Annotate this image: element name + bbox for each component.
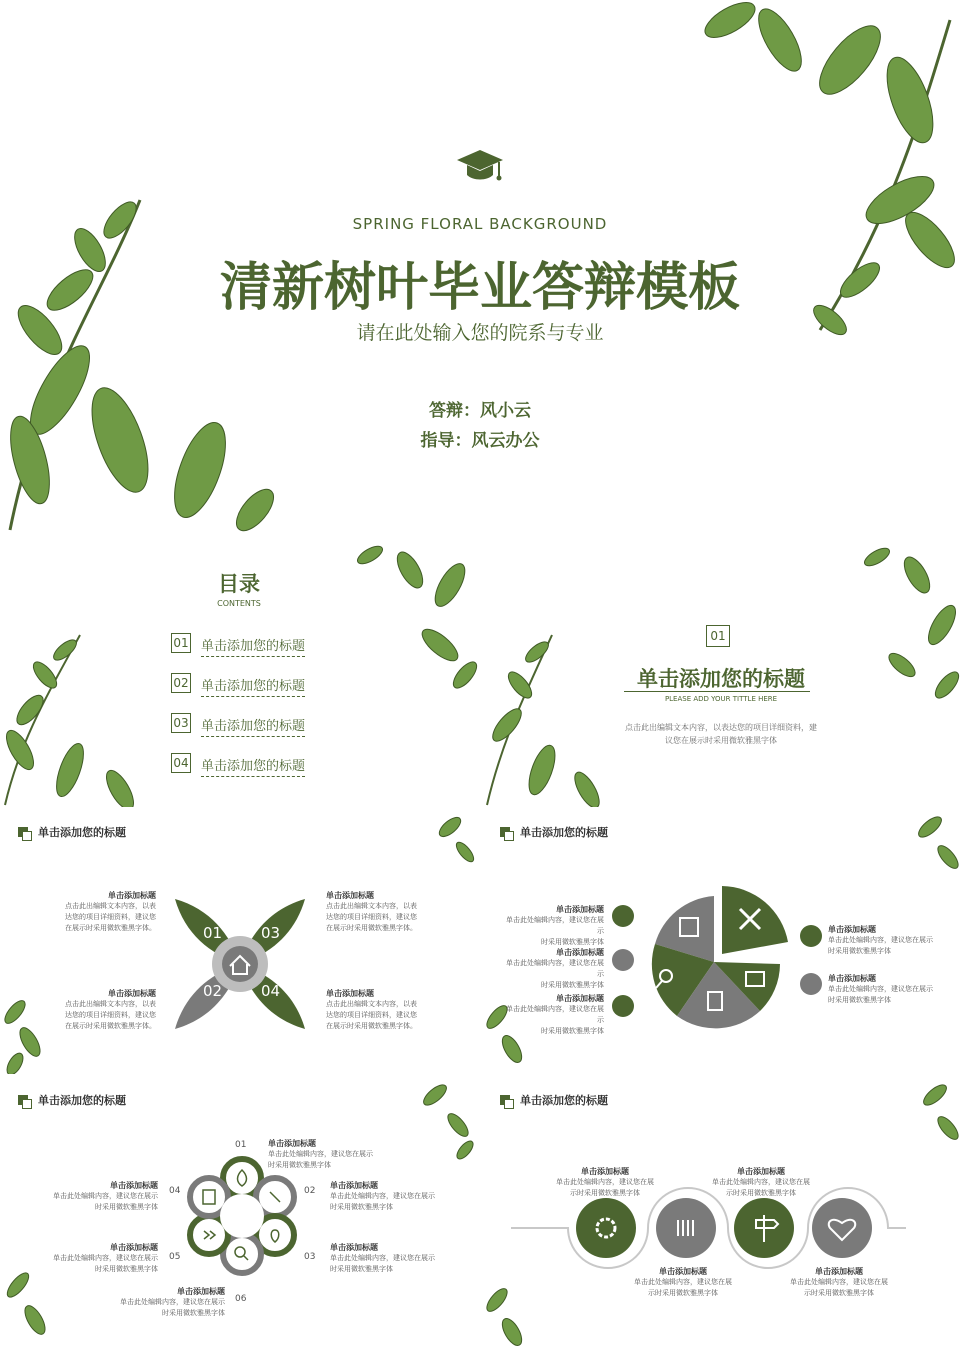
bullet-dot (612, 949, 634, 971)
text-block[interactable] (502, 947, 604, 991)
leaf-decoration-left (0, 180, 280, 540)
bullet-dot (612, 905, 634, 927)
step-number: 04 (169, 1186, 181, 1196)
toc-item-number: 04 (171, 753, 191, 773)
block-text: 时采用微软雅黑字体 (268, 1161, 331, 1169)
block-text: 单击此处编辑内容，建议您在展示 (828, 985, 933, 993)
text-block[interactable] (784, 1266, 894, 1299)
pie-diagram (642, 884, 792, 1034)
block-title: 单击添加标题 (110, 1243, 158, 1252)
text-block[interactable] (828, 924, 938, 957)
step-number: 01 (235, 1140, 247, 1150)
block-text: 时采用微软雅黑字体 (541, 1027, 604, 1035)
text-block[interactable] (268, 1138, 378, 1171)
text-block[interactable] (502, 993, 604, 1037)
block-text: 时采用微软雅黑字体 (541, 981, 604, 989)
text-block[interactable] (550, 1166, 660, 1199)
text-block[interactable] (115, 1286, 225, 1319)
toc-heading: 目录 (218, 572, 260, 596)
block-text: 时采用微软雅黑字体 (162, 1309, 225, 1317)
text-block[interactable] (326, 890, 442, 934)
pie-diagram-slide[interactable] (482, 812, 960, 1074)
block-title: 单击添加标题 (828, 925, 876, 934)
section-desc-line1: 点击此出编辑文本内容，以表达您的项目详细资料，建 (625, 723, 817, 732)
text-block[interactable] (40, 890, 156, 934)
flower-diagram (180, 1154, 304, 1278)
toc-item[interactable] (171, 673, 321, 695)
slide-title: 单击添加您的标题 (38, 826, 126, 839)
leaf-decoration-left (482, 630, 612, 807)
petal-diagram (170, 894, 310, 1034)
block-title: 单击添加标题 (815, 1267, 863, 1276)
toc-item-label: 单击添加您的标题 (201, 635, 305, 657)
toc-item-number: 02 (171, 673, 191, 693)
text-block[interactable] (48, 1242, 158, 1275)
block-title: 单击添加标题 (556, 905, 604, 914)
text-block[interactable] (502, 904, 604, 948)
text-block[interactable] (330, 1180, 440, 1213)
block-text: 点击此出编辑文本内容，以表 (326, 1000, 417, 1008)
block-text: 达您的项目详细资料，建议您 (65, 913, 156, 921)
block-text: 单击此处编辑内容，建议您在展示 (53, 1254, 158, 1262)
toc-item-number: 03 (171, 713, 191, 733)
toc-slide[interactable] (0, 545, 478, 807)
block-text: 单击此处编辑内容，建议您在展 (790, 1278, 888, 1286)
graduation-cap-icon (455, 148, 505, 184)
petal-diagram-slide[interactable] (0, 812, 478, 1074)
block-text: 时采用微软雅黑字体 (330, 1203, 393, 1211)
toc-item-label: 单击添加您的标题 (201, 675, 305, 697)
block-text: 单击此处编辑内容，建议您在展 (556, 1178, 654, 1186)
block-title: 单击添加标题 (330, 1181, 378, 1190)
step-number: 03 (304, 1252, 316, 1262)
petal-number: 04 (261, 982, 281, 1000)
step-number: 02 (304, 1186, 316, 1196)
presenter-name: 答辩：风小云 (429, 401, 531, 421)
slide-title: 单击添加您的标题 (520, 1094, 608, 1107)
cover-slide[interactable] (0, 0, 960, 540)
block-text: 时采用微软雅黑字体 (330, 1265, 393, 1273)
text-block[interactable] (330, 1242, 440, 1275)
bullet-dot (800, 973, 822, 995)
block-text: 示时采用微软雅黑字体 (804, 1289, 874, 1297)
block-text: 单击此处编辑内容，建议您在展 (634, 1278, 732, 1286)
toc-item[interactable] (171, 753, 321, 775)
block-title: 单击添加标题 (108, 891, 156, 900)
timeline-diagram-slide[interactable] (482, 1080, 960, 1352)
block-text: 单击此处编辑内容，建议您在展示 (828, 936, 933, 944)
leaf-decoration-right (420, 812, 478, 872)
flower-diagram-slide[interactable] (0, 1080, 478, 1352)
advisor-name: 指导：风云办公 (420, 431, 540, 451)
block-text: 时采用微软雅黑字体 (828, 996, 891, 1004)
block-title: 单击添加标题 (659, 1267, 707, 1276)
text-block[interactable] (628, 1266, 738, 1299)
section-desc-line2: 议您在展示时采用微软雅黑字体 (665, 736, 777, 745)
block-text: 单击此处编辑内容，建议您在展示 (330, 1254, 435, 1262)
leaf-decoration-right (910, 1080, 960, 1150)
leaf-decoration-right (410, 1080, 478, 1160)
petal-number: 03 (261, 924, 281, 942)
toc-item-label: 单击添加您的标题 (201, 755, 305, 777)
petal-number: 01 (203, 924, 223, 942)
block-text: 达您的项目详细资料，建议您 (326, 913, 417, 921)
block-text: 点击此出编辑文本内容，以表 (326, 902, 417, 910)
block-title: 单击添加标题 (737, 1167, 785, 1176)
section-title-en: PLEASE ADD YOUR TITTLE HERE (664, 695, 778, 703)
section-title: 单击添加您的标题 (637, 667, 805, 691)
block-text: 点击此出编辑文本内容，以表 (65, 902, 156, 910)
block-text: 单击此处编辑内容，建议您在展示 (330, 1192, 435, 1200)
text-block[interactable] (706, 1166, 816, 1199)
toc-heading-en: CONTENTS (217, 599, 261, 608)
block-text: 时采用微软雅黑字体 (95, 1203, 158, 1211)
leaf-decoration-left (482, 1280, 537, 1352)
block-text: 在展示时采用微软雅黑字体。 (65, 924, 156, 932)
block-title: 单击添加标题 (110, 1181, 158, 1190)
slide-title: 单击添加您的标题 (520, 826, 608, 839)
cover-subtitle-en: SPRING FLORAL BACKGROUND (352, 215, 608, 233)
block-title: 单击添加标题 (108, 989, 156, 998)
bullet-dot (800, 925, 822, 947)
cover-title: 清新树叶毕业答辩模板 (219, 258, 740, 318)
block-text: 单击此处编辑内容，建议您在展 (712, 1178, 810, 1186)
block-text: 示时采用微软雅黑字体 (648, 1289, 718, 1297)
step-number: 05 (169, 1252, 181, 1262)
block-text: 在展示时采用微软雅黑字体。 (326, 1022, 417, 1030)
block-text: 单击此处编辑内容，建议您在展示 (506, 916, 604, 935)
block-text: 单击此处编辑内容，建议您在展示 (506, 1005, 604, 1024)
block-title: 单击添加标题 (326, 891, 374, 900)
block-title: 单击添加标题 (177, 1287, 225, 1296)
toc-item-number: 01 (171, 633, 191, 653)
block-text: 在展示时采用微软雅黑字体。 (326, 924, 417, 932)
toc-item[interactable] (171, 713, 321, 735)
toc-item-label: 单击添加您的标题 (201, 715, 305, 737)
block-title: 单击添加标题 (556, 994, 604, 1003)
block-title: 单击添加标题 (330, 1243, 378, 1252)
section-slide[interactable] (482, 545, 960, 807)
leaf-decoration-left (0, 630, 150, 807)
block-title: 单击添加标题 (556, 948, 604, 957)
block-text: 达您的项目详细资料，建议您 (326, 1011, 417, 1019)
leaf-decoration-right (900, 812, 960, 882)
section-number: 01 (706, 625, 730, 647)
bullet-dot (612, 995, 634, 1017)
block-text: 时采用微软雅黑字体 (828, 947, 891, 955)
slide-title: 单击添加您的标题 (38, 1094, 126, 1107)
toc-item[interactable] (171, 633, 321, 655)
block-title: 单击添加标题 (581, 1167, 629, 1176)
petal-number: 02 (203, 982, 223, 1000)
block-title: 单击添加标题 (326, 989, 374, 998)
divider (624, 691, 810, 692)
block-text: 示时采用微软雅黑字体 (726, 1189, 796, 1197)
block-text: 示时采用微软雅黑字体 (570, 1189, 640, 1197)
block-text: 单击此处编辑内容，建议您在展示 (53, 1192, 158, 1200)
block-text: 单击此处编辑内容，建议您在展示 (120, 1298, 225, 1306)
block-text: 单击此处编辑内容，建议您在展示 (506, 959, 604, 978)
block-text: 达您的项目详细资料，建议您 (65, 1011, 156, 1019)
block-text: 点击此出编辑文本内容，以表 (65, 1000, 156, 1008)
block-title: 单击添加标题 (828, 974, 876, 983)
block-text: 在展示时采用微软雅黑字体。 (65, 1022, 156, 1030)
step-number: 06 (235, 1294, 247, 1304)
block-title: 单击添加标题 (268, 1139, 316, 1148)
text-block[interactable] (828, 973, 938, 1006)
text-block[interactable] (40, 988, 156, 1032)
text-block[interactable] (326, 988, 442, 1032)
text-block[interactable] (48, 1180, 158, 1213)
block-text: 单击此处编辑内容，建议您在展示 (268, 1150, 373, 1158)
cover-subtitle: 请在此处输入您的院系与专业 (356, 322, 604, 344)
block-text: 时采用微软雅黑字体 (541, 938, 604, 946)
block-text: 时采用微软雅黑字体 (95, 1265, 158, 1273)
